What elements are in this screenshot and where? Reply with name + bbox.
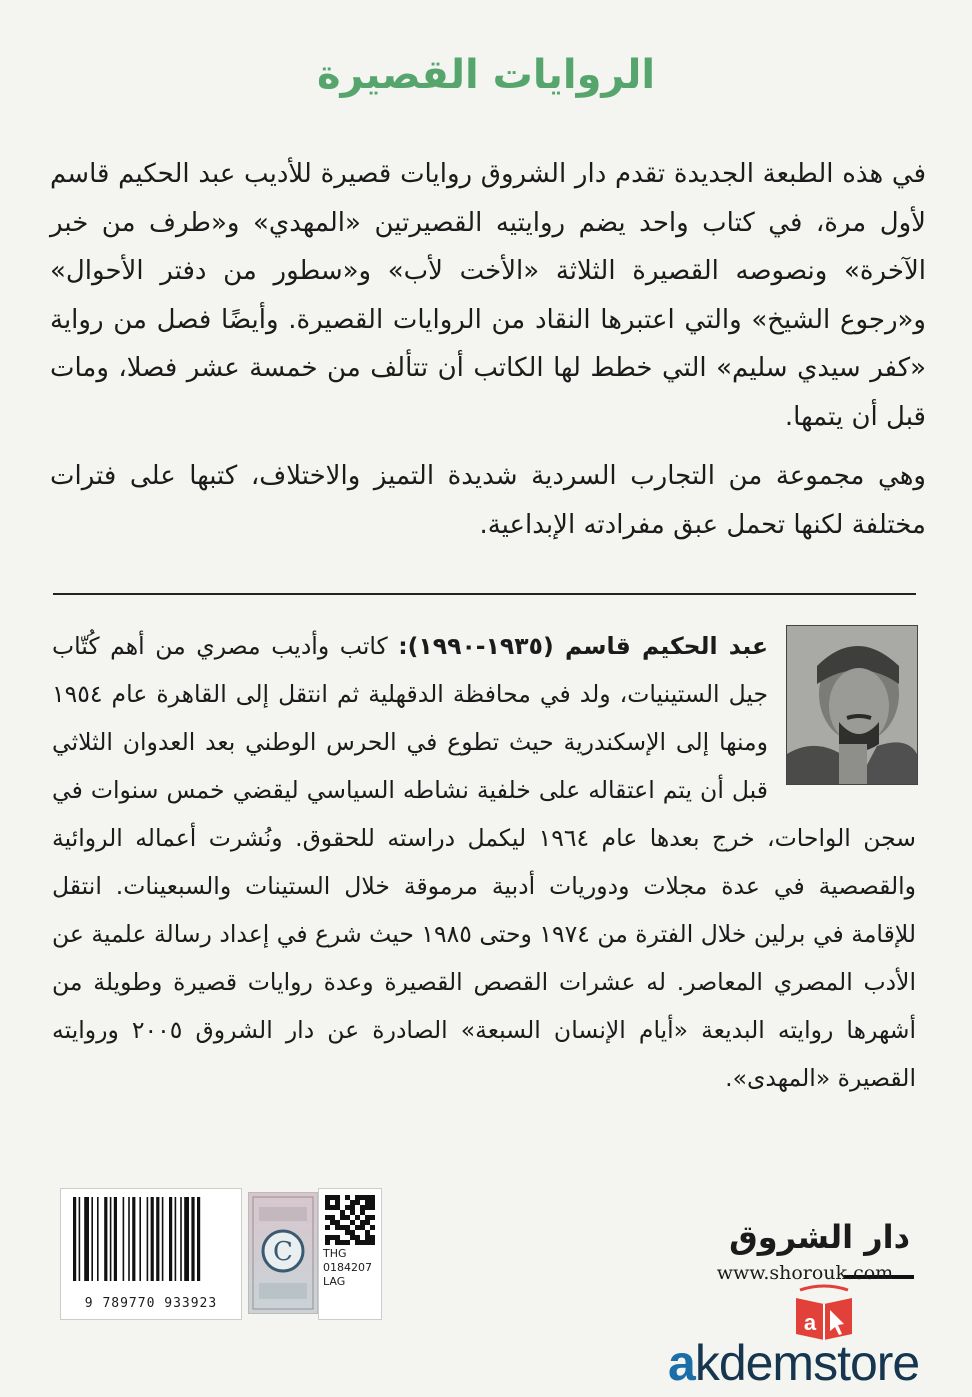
- description-paragraph-1: في هذه الطبعة الجديدة تقدم دار الشروق روايات قصيرة للأديب عبد الحكيم قاسم لأول مرة، في كتاب واحد يضم روايتيه القصيرتين «المهدي» و«طرف من خبر الآخرة» ونصوصه القصيرة الثلاثة «الأخت لأب» و«سطور من دفتر الأحوال» و«رجوع الشيخ» والتي اعتبرها النقاد من الروايات القصيرة. وأيضًا فصل من رواية «كفر سيدي سليم» التي خطط لها الكاتب أن تتألف من خمسة عشر فصلا، ومات قبل أن يتمها.: [50, 159, 926, 432]
- sticker-line-2: 0184207: [323, 1261, 372, 1274]
- description-paragraph-2: وهي مجموعة من التجارب السردية شديدة التميز والاختلاف، كتبها على فترات مختلفة لكنها تحمل عبق مفرادته الإبداعية.: [50, 461, 926, 540]
- publisher-name: دار الشروق: [729, 1218, 910, 1256]
- publisher-url: www.shorouk.com: [716, 1262, 894, 1284]
- author-bio: [52, 622, 916, 1102]
- barcode-bars: [73, 1197, 229, 1281]
- page-title: الروايات القصيرة: [316, 52, 656, 98]
- store-logo-rest: kdemstore: [694, 1335, 920, 1391]
- sticker-line-1: THG: [323, 1247, 347, 1260]
- author-name: عبد الحكيم قاسم (١٩٣٥-١٩٩٠):: [398, 632, 768, 660]
- inventory-sticker: [318, 1188, 382, 1320]
- store-watermark: [668, 1334, 968, 1392]
- svg-text:a: a: [803, 1310, 817, 1335]
- barcode-number: 9 789770 933923: [84, 1296, 218, 1311]
- qr-code-icon: [325, 1195, 375, 1245]
- store-logo-a: a: [668, 1335, 695, 1391]
- svg-text:C: C: [273, 1237, 293, 1267]
- isbn-barcode: [60, 1188, 242, 1320]
- sticker-line-3: LAG: [323, 1275, 346, 1288]
- section-divider: [53, 593, 916, 595]
- sticker-code: [323, 1247, 372, 1289]
- photo-spacer: [768, 622, 916, 792]
- hologram-seal-icon: [249, 1193, 317, 1313]
- hologram-sticker: [248, 1192, 318, 1314]
- author-bio-text: كاتب وأديب مصري من أهم كُتّاب جيل الستينيات، ولد في محافظة الدقهلية ثم انتقل إلى القاهرة عام ١٩٥٤ ومنها إلى الإسكندرية حيث تطوع في الحرس الوطني بعد العدوان الثلاثي قبل أن يتم اعتقاله على خلفية نشاطه السياسي ليقضي خمس سنوات في سجن الواحات، خرج بعدها عام ١٩٦٤ ليكمل دراسته للحقوق. ونُشرت أعماله الروائية والقصصية في عدة مجلات ودوريات أدبية مرموقة خلال الستينات والسبعينات. انتقل للإقامة في برلين خلال الفترة من ١٩٧٤ وحتى ١٩٨٥ حيث شرع في إعداد رسالة علمية عن الأدب المصري المعاصر. له عشرات القصص القصيرة وعدة روايات قصيرة وطويلة من أشهرها روايته البديعة «أيام الإنسان السبعة» الصادرة عن دار الشروق ٢٠٠٥ وروايته القصيرة «المهدى».: [52, 632, 917, 1092]
